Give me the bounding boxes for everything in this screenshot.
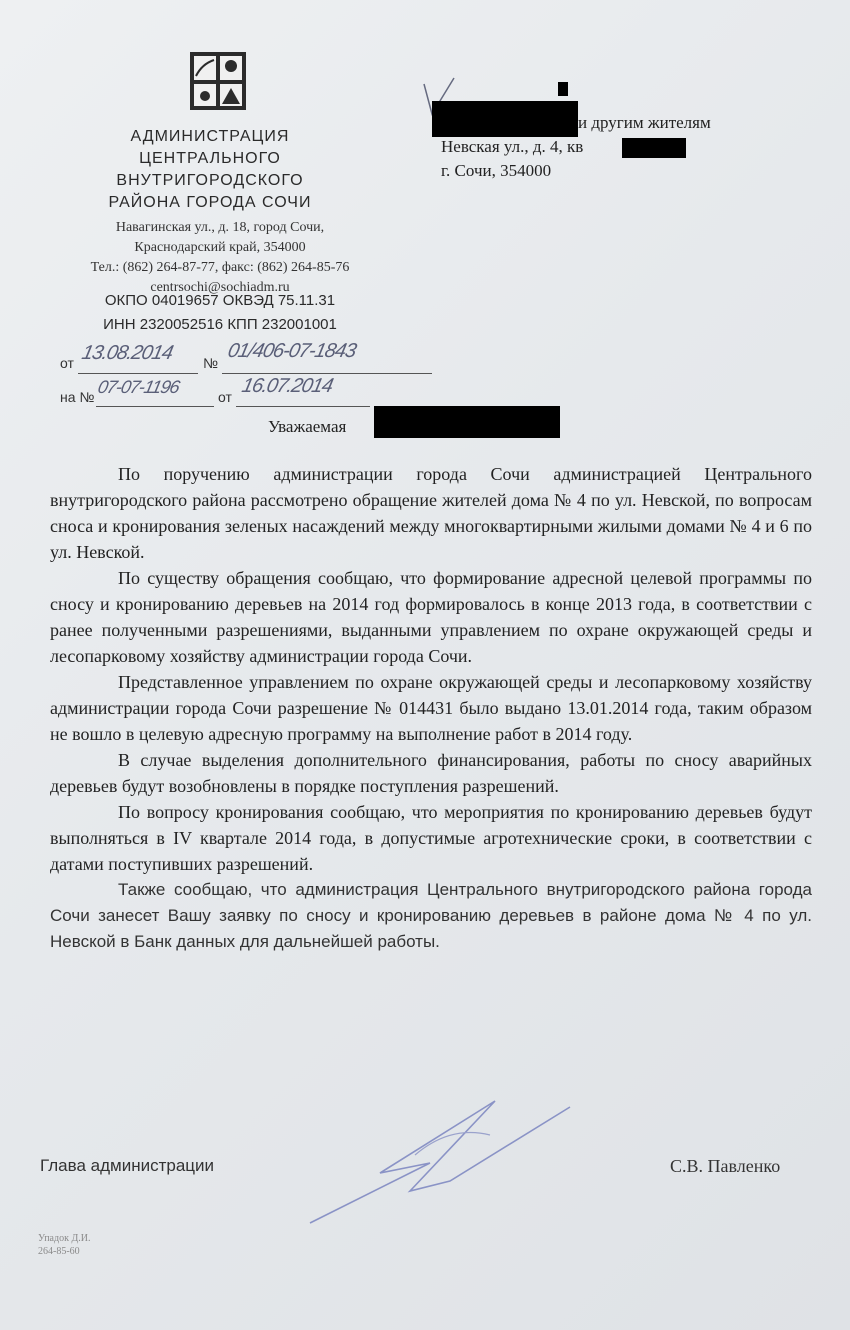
reply-date-underline: [236, 405, 370, 407]
address-line: Навагинская ул., д. 18, город Сочи,: [115, 220, 325, 235]
recipient-address: Невская ул., д. 4, кв: [441, 137, 584, 156]
handwritten-signature: [300, 1095, 600, 1235]
reply-label: на №: [60, 389, 95, 405]
letter-body: [50, 461, 812, 955]
date-underline: [78, 372, 198, 374]
org-line: ЦЕНТРАЛЬНОГО: [139, 150, 281, 167]
executor-name: Упадок Д.И.: [38, 1233, 91, 1244]
recipient-city: г. Сочи, 354000: [441, 161, 552, 180]
body-paragraph: По существу обращения сообщаю, что формирование адресной целевой программы по сносу и кронированию деревьев на 2014 год формировалось в конце 2013 года, в соответствии с ранее полученными разрешениями, выданными управлением по охране окружающей среды и лесопарковому хозяйству администрации города Сочи.: [50, 568, 812, 666]
number-value: 01/406-07-1843: [225, 340, 358, 362]
address-line: Краснодарский край, 354000: [134, 240, 306, 255]
code-line: ОКПО 04019657 ОКВЭД 75.11.31: [104, 292, 336, 309]
from-label: от: [60, 355, 74, 371]
address-line: centrsochi@sochiadm.ru: [150, 280, 290, 295]
coat-of-arms-logo: [188, 48, 248, 112]
org-line: ВНУТРИГОРОДСКОГО: [116, 172, 304, 189]
number-underline: [222, 372, 432, 374]
organization-codes: [50, 289, 390, 337]
redacted-recipient-name: [432, 101, 578, 137]
body-paragraph: По поручению администрации города Сочи администрацией Центрального внутригородского района рассмотрено обращение жителей дома № 4 по ул. Невской, по вопросам сноса и кронирования зеленых насаждений между многоквартирными жилыми домами № 4 и 6 по ул. Невской.: [50, 464, 812, 562]
code-line: ИНН 2320052516 КПП 232001001: [103, 316, 337, 333]
date-value: 13.08.2014: [79, 342, 175, 364]
reply-number-underline: [96, 405, 214, 407]
executor-info: [38, 1232, 90, 1258]
executor-phone: 264-85-60: [38, 1246, 80, 1257]
number-label: №: [203, 355, 219, 371]
org-line: АДМИНИСТРАЦИЯ: [130, 128, 290, 145]
org-line: РАЙОНА ГОРОДА СОЧИ: [108, 194, 312, 211]
body-paragraph: По вопросу кронирования сообщаю, что мероприятия по кронированию деревьев будут выполняться в IV квартале 2014 года, в допустимые агротехнические сроки, в соответствии с датами поступивших разрешений.: [50, 802, 812, 874]
reply-number-value: 07-07-1196: [95, 377, 181, 397]
body-paragraph: В случае выделения дополнительного финансирования, работы по сносу аварийных деревьев будут возобновлены в порядке поступления разрешений.: [50, 750, 812, 796]
organization-address: [50, 218, 390, 298]
salutation: Уважаемая: [268, 417, 347, 436]
body-paragraph: Представленное управлением по охране окружающей среды и лесопарковому хозяйству администрации города Сочи разрешение № 014431 было выдано 13.01.2014 года, таким образом не вошло в целевую адресную программу на выполнение работ в 2014 году.: [50, 672, 812, 744]
redaction-mark: [558, 82, 568, 96]
reply-from-label: от: [218, 389, 232, 405]
signatory-name: С.В. Павленко: [670, 1156, 781, 1176]
body-paragraph: Также сообщаю, что администрация Центрального внутригородского района города Сочи занесет Вашу заявку по сносу и кронированию деревьев в районе дома № 4 по ул. Невской в Банк данных для дальнейшей работы.: [50, 880, 812, 951]
signatory-title: Глава администрации: [40, 1156, 215, 1175]
recipient-line: и другим жителям: [578, 113, 711, 132]
redacted-addressee-name: [374, 406, 560, 438]
reply-date-value: 16.07.2014: [239, 375, 335, 397]
redacted-apartment: [622, 138, 686, 158]
organization-name: [60, 126, 360, 214]
address-line: Тел.: (862) 264-87-77, факс: (862) 264-85-76: [90, 260, 350, 275]
